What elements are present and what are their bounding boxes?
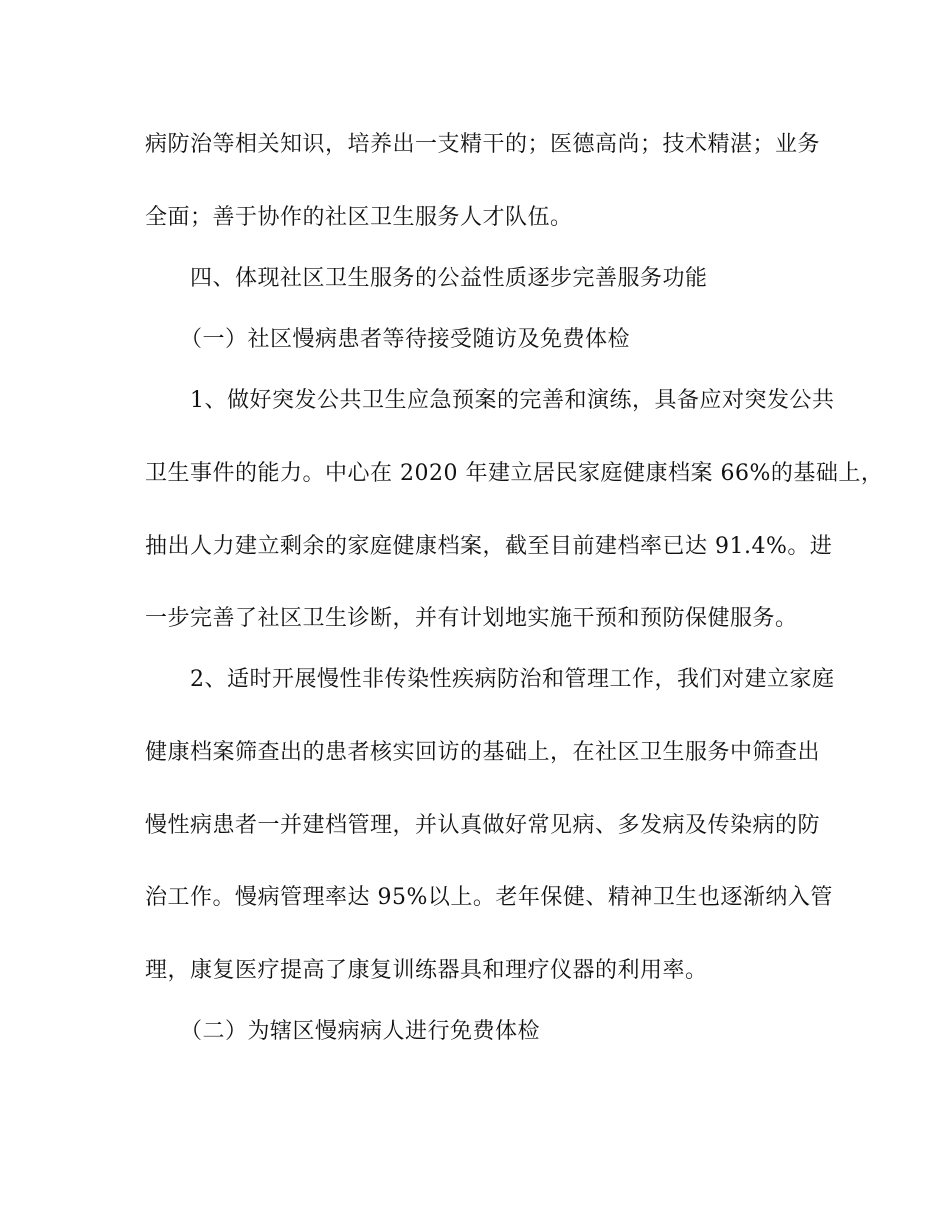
section-heading-4: 四、体现社区卫生服务的公益性质逐步完善服务功能: [190, 266, 708, 291]
item-2-line-2: 健康档案筛查出的患者核实回访的基础上，在社区卫生服务中筛查出: [145, 740, 821, 765]
item-1-line-3: 抽出人力建立剩余的家庭健康档案，截至目前建档率已达 91.4%。进: [145, 534, 833, 559]
item-2-line-4: 治工作。慢病管理率达 95%以上。老年保健、精神卫生也逐渐纳入管: [145, 885, 833, 910]
item-1-line-4: 一步完善了社区卫生诊断，并有计划地实施干预和预防保健服务。: [145, 606, 798, 631]
item-2-line-3: 慢性病患者一并建档管理，并认真做好常见病、多发病及传染病的防: [145, 813, 821, 838]
item-2-line-1: 2、适时开展慢性非传染性疾病防治和管理工作，我们对建立家庭: [190, 667, 835, 692]
item-1-line-2: 卫生事件的能力。中心在 2020 年建立居民家庭健康档案 66%的基础上，: [145, 461, 884, 486]
paragraph-line-1: 病防治等相关知识，培养出一支精干的；医德高尚；技术精湛；业务: [145, 132, 821, 157]
subsection-heading-2: （二）为辖区慢病病人进行免费体检: [180, 1019, 541, 1044]
paragraph-line-2: 全面；善于协作的社区卫生服务人才队伍。: [145, 205, 573, 230]
item-2-line-5: 理，康复医疗提高了康复训练器具和理疗仪器的利用率。: [145, 958, 708, 983]
subsection-heading-1: （一）社区慢病患者等待接受随访及免费体检: [180, 327, 631, 352]
item-1-line-1: 1、做好突发公共卫生应急预案的完善和演练，具备应对突发公共: [190, 388, 835, 413]
